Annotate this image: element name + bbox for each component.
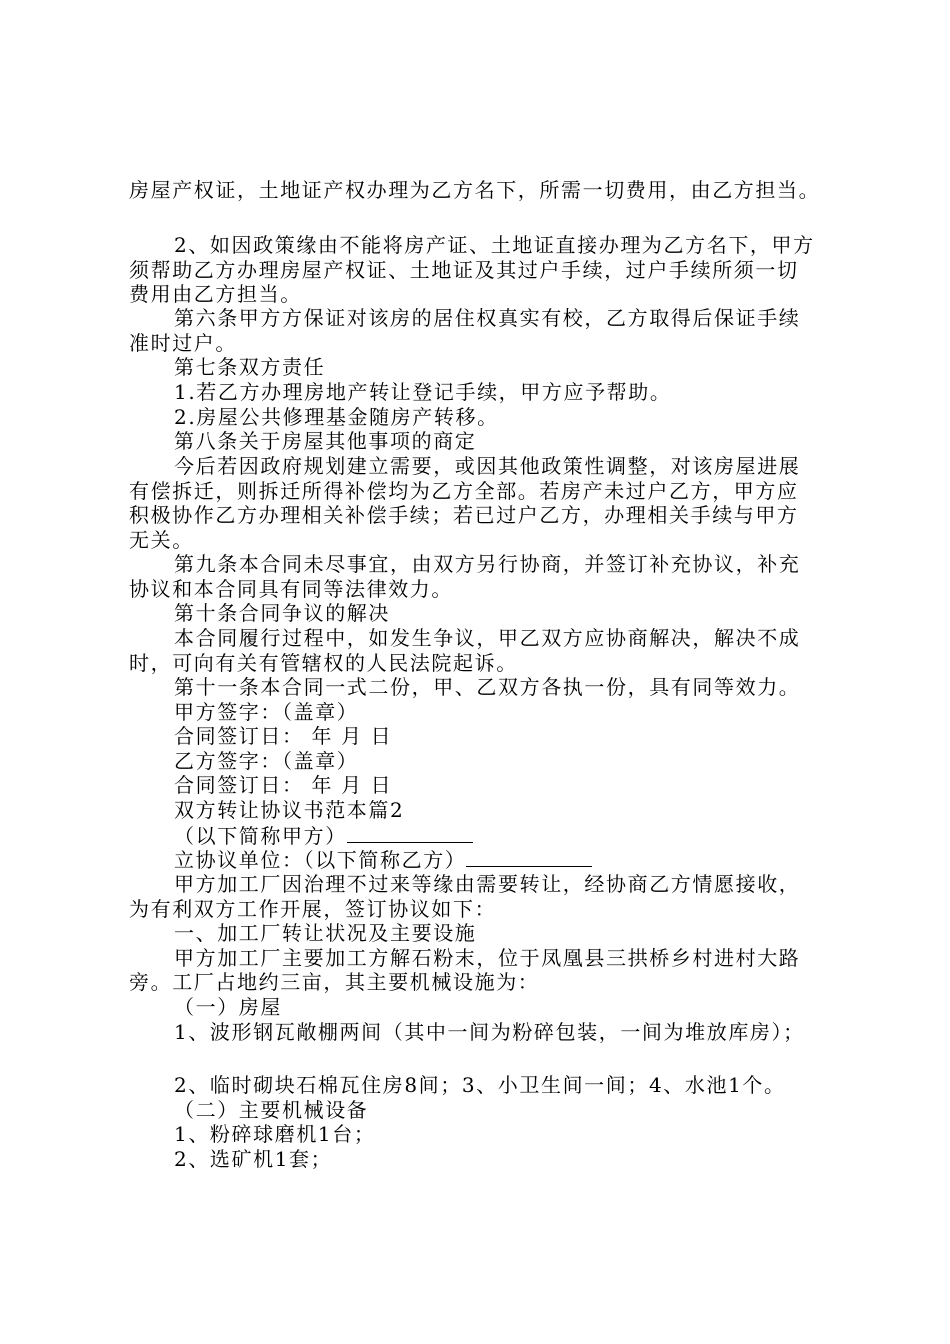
party-b-line: [174, 846, 592, 873]
text-line: 旁。工厂占地约三亩，其主要机械设施为：: [129, 970, 540, 994]
text-line: 2.房屋公共修理基金随房产转移。: [174, 405, 499, 429]
text-line: 时，可向有关有管辖权的人民法院起诉。: [129, 651, 518, 675]
text-line: 第十条合同争议的解决: [174, 601, 390, 625]
text-line: 本合同履行过程中，如发生争议，甲乙双方应协商解决，解决不成: [174, 626, 801, 650]
blank-underline: [466, 846, 592, 867]
signature-line-party-b: 乙方签字：（盖章）: [174, 749, 359, 773]
text-line: 为有利双方工作开展，签订协议如下：: [129, 897, 497, 921]
text-line: 一、加工厂转让状况及主要设施: [174, 921, 477, 945]
text-line: 甲方加工厂主要加工方解石粉末，位于凤凰县三拱桥乡村进村大路: [174, 946, 801, 970]
text-line: 第九条本合同未尽事宜，由双方另行协商，并签订补充协议，补充: [174, 552, 801, 576]
sign-date-line: 合同签订日： 年 月 日: [174, 773, 393, 797]
text-line: 1、波形钢瓦敞棚两间（其中一间为粉碎包装，一间为堆放库房）；: [174, 1020, 805, 1044]
text-line: （一）房屋: [174, 995, 282, 1019]
section-title: 双方转让协议书范本篇2: [174, 798, 405, 822]
text-line: 第八条关于房屋其他事项的商定: [174, 429, 477, 453]
text-line: 准时过户。: [129, 331, 237, 355]
text-line: 2、选矿机1套；: [174, 1147, 333, 1171]
blank-underline: [347, 822, 473, 843]
text-line: 有偿拆迁，则拆迁所得补偿均为乙方全部。若房产未过户乙方，甲方应: [129, 479, 799, 503]
text-line: 今后若因政府规划建立需要，或因其他政策性调整，对该房屋进展: [174, 454, 801, 478]
text-line: 2、临时砌块石棉瓦住房8间；3、小卫生间一间；4、水池1个。: [174, 1073, 786, 1097]
text-line: 须帮助乙方办理房屋产权证、土地证及其过户手续，过户手续所须一切: [129, 258, 799, 282]
party-a-label: （以下简称甲方）: [174, 824, 347, 848]
text-line: 1.若乙方办理房地产转让登记手续，甲方应予帮助。: [174, 380, 672, 404]
text-line: （二）主要机械设备: [174, 1098, 369, 1122]
text-line: 第六条甲方方保证对该房的居住权真实有校，乙方取得后保证手续: [174, 306, 801, 330]
sign-date-line: 合同签订日： 年 月 日: [174, 724, 393, 748]
text-line: 第七条双方责任: [174, 355, 326, 379]
party-b-label: 立协议单位：（以下简称乙方）: [174, 848, 467, 872]
signature-line-party-a: 甲方签字：（盖章）: [174, 700, 359, 724]
text-line: 费用由乙方担当。: [129, 282, 302, 306]
text-line: 积极协作乙方办理相关补偿手续；若已过户乙方，办理相关手续与甲方: [129, 503, 799, 527]
text-line: 第十一条本合同一式二份，甲、乙双方各执一份，具有同等效力。: [174, 675, 801, 699]
party-a-line: [174, 822, 473, 849]
text-line: 甲方加工厂因治理不过来等缘由需要转让，经协商乙方情愿接收，: [174, 872, 801, 896]
text-line: 2、如因政策缘由不能将房产证、土地证直接办理为乙方名下，甲方: [174, 233, 815, 257]
text-line: 房屋产权证，土地证产权办理为乙方名下，所需一切费用，由乙方担当。: [129, 178, 821, 202]
text-line: 无关。: [129, 528, 194, 552]
text-line: 1、粉碎球磨机1台；: [174, 1122, 376, 1146]
text-line: 协议和本合同具有同等法律效力。: [129, 577, 453, 601]
